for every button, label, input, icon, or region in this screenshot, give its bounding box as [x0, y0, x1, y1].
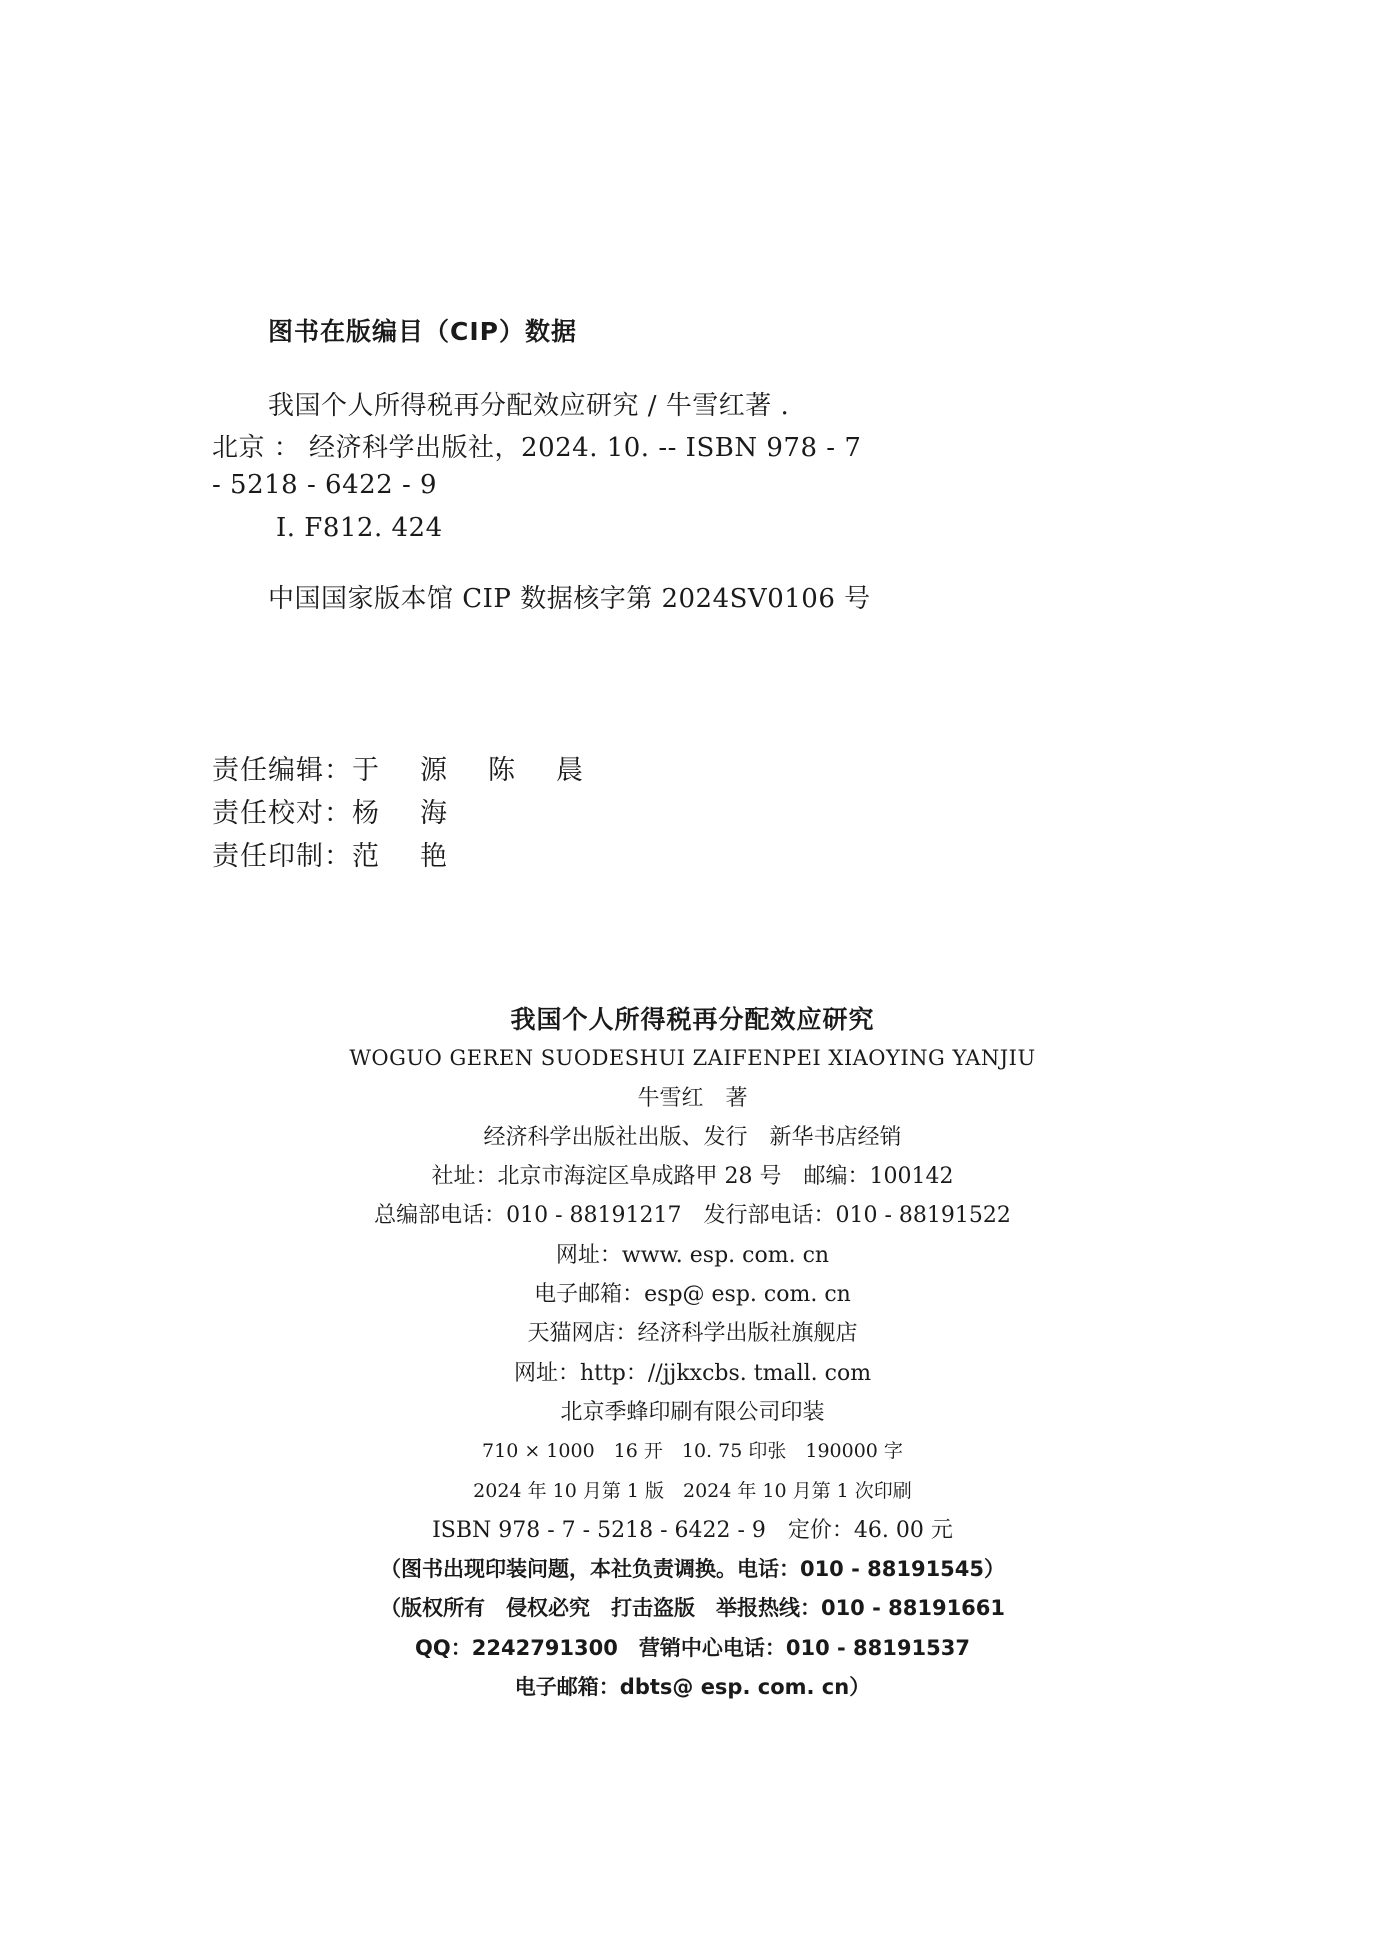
contact-qq: QQ：2242791300 营销中心电话：010 - 88191537: [415, 1635, 970, 1660]
credit-name: 晨: [556, 755, 584, 786]
credit-name: 范: [352, 841, 380, 872]
credit-name: 艳: [420, 841, 448, 872]
credit-editor: [212, 748, 624, 787]
publisher-address: 社址：北京市海淀区阜成路甲 28 号 邮编：100142: [431, 1164, 954, 1190]
format-specs: 710 × 1000 16 开 10. 75 印张 190000 字: [482, 1440, 903, 1463]
publisher-phones: 总编部电话：010 - 88191217 发行部电话：010 - 88191522: [374, 1203, 1011, 1229]
book-title: 我国个人所得税再分配效应研究: [510, 1005, 875, 1034]
printing-issue-notice: （图书出现印装问题，本社负责调换。电话：010 - 88191545）: [379, 1557, 1006, 1582]
book-author: 牛雪红 著: [637, 1085, 748, 1111]
credit-role: 责任校对：: [212, 798, 352, 829]
colophon: [0, 1000, 1385, 1707]
credit-printing-supervisor: [212, 834, 488, 873]
contact-email: 电子邮箱：dbts@ esp. com. cn）: [514, 1675, 871, 1700]
credit-name: 源: [420, 755, 448, 786]
publisher-email: 电子邮箱：esp@ esp. com. cn: [534, 1282, 851, 1308]
copyright-notice: （版权所有 侵权必究 打击盗版 举报热线：010 - 88191661: [379, 1596, 1006, 1621]
cip-title-line: 我国个人所得税再分配效应研究 / 牛雪红著 .: [268, 391, 790, 421]
credit-role: 责任印制：: [212, 841, 352, 872]
cip-isbn-line: - 5218 - 6422 - 9: [212, 470, 438, 500]
credit-name: 陈: [488, 755, 516, 786]
edition-info: 2024 年 10 月第 1 版 2024 年 10 月第 1 次印刷: [473, 1479, 912, 1502]
publisher-website: 网址：www. esp. com. cn: [555, 1242, 830, 1268]
credit-name: 海: [420, 798, 448, 829]
cip-classification-line: Ⅰ. F812. 424: [276, 513, 443, 543]
cip-record-number: 中国国家版本馆 CIP 数据核字第 2024SV0106 号: [268, 584, 871, 614]
cip-heading: 图书在版编目（CIP）数据: [268, 317, 577, 346]
tmall-store: 天猫网店：经济科学出版社旗舰店: [527, 1321, 858, 1347]
cip-publisher-line: 北京 ： 经济科学出版社，2024. 10. -- ISBN 978 - 7: [212, 433, 862, 463]
isbn-price: ISBN 978 - 7 - 5218 - 6422 - 9 定价：46. 00 元: [432, 1517, 953, 1543]
publisher-line: 经济科学出版社出版、发行 新华书店经销: [483, 1124, 902, 1150]
credit-role: 责任编辑：: [212, 755, 352, 786]
credit-name: 于: [352, 755, 380, 786]
credit-name: 杨: [352, 798, 380, 829]
printer: 北京季蜂印刷有限公司印装: [560, 1399, 825, 1425]
credit-proofreader: [212, 791, 488, 830]
book-title-pinyin: WOGUO GEREN SUODESHUI ZAIFENPEI XIAOYING YANJIU: [349, 1046, 1036, 1071]
tmall-url: 网址：http：//jjkxcbs. tmall. com: [513, 1360, 872, 1386]
